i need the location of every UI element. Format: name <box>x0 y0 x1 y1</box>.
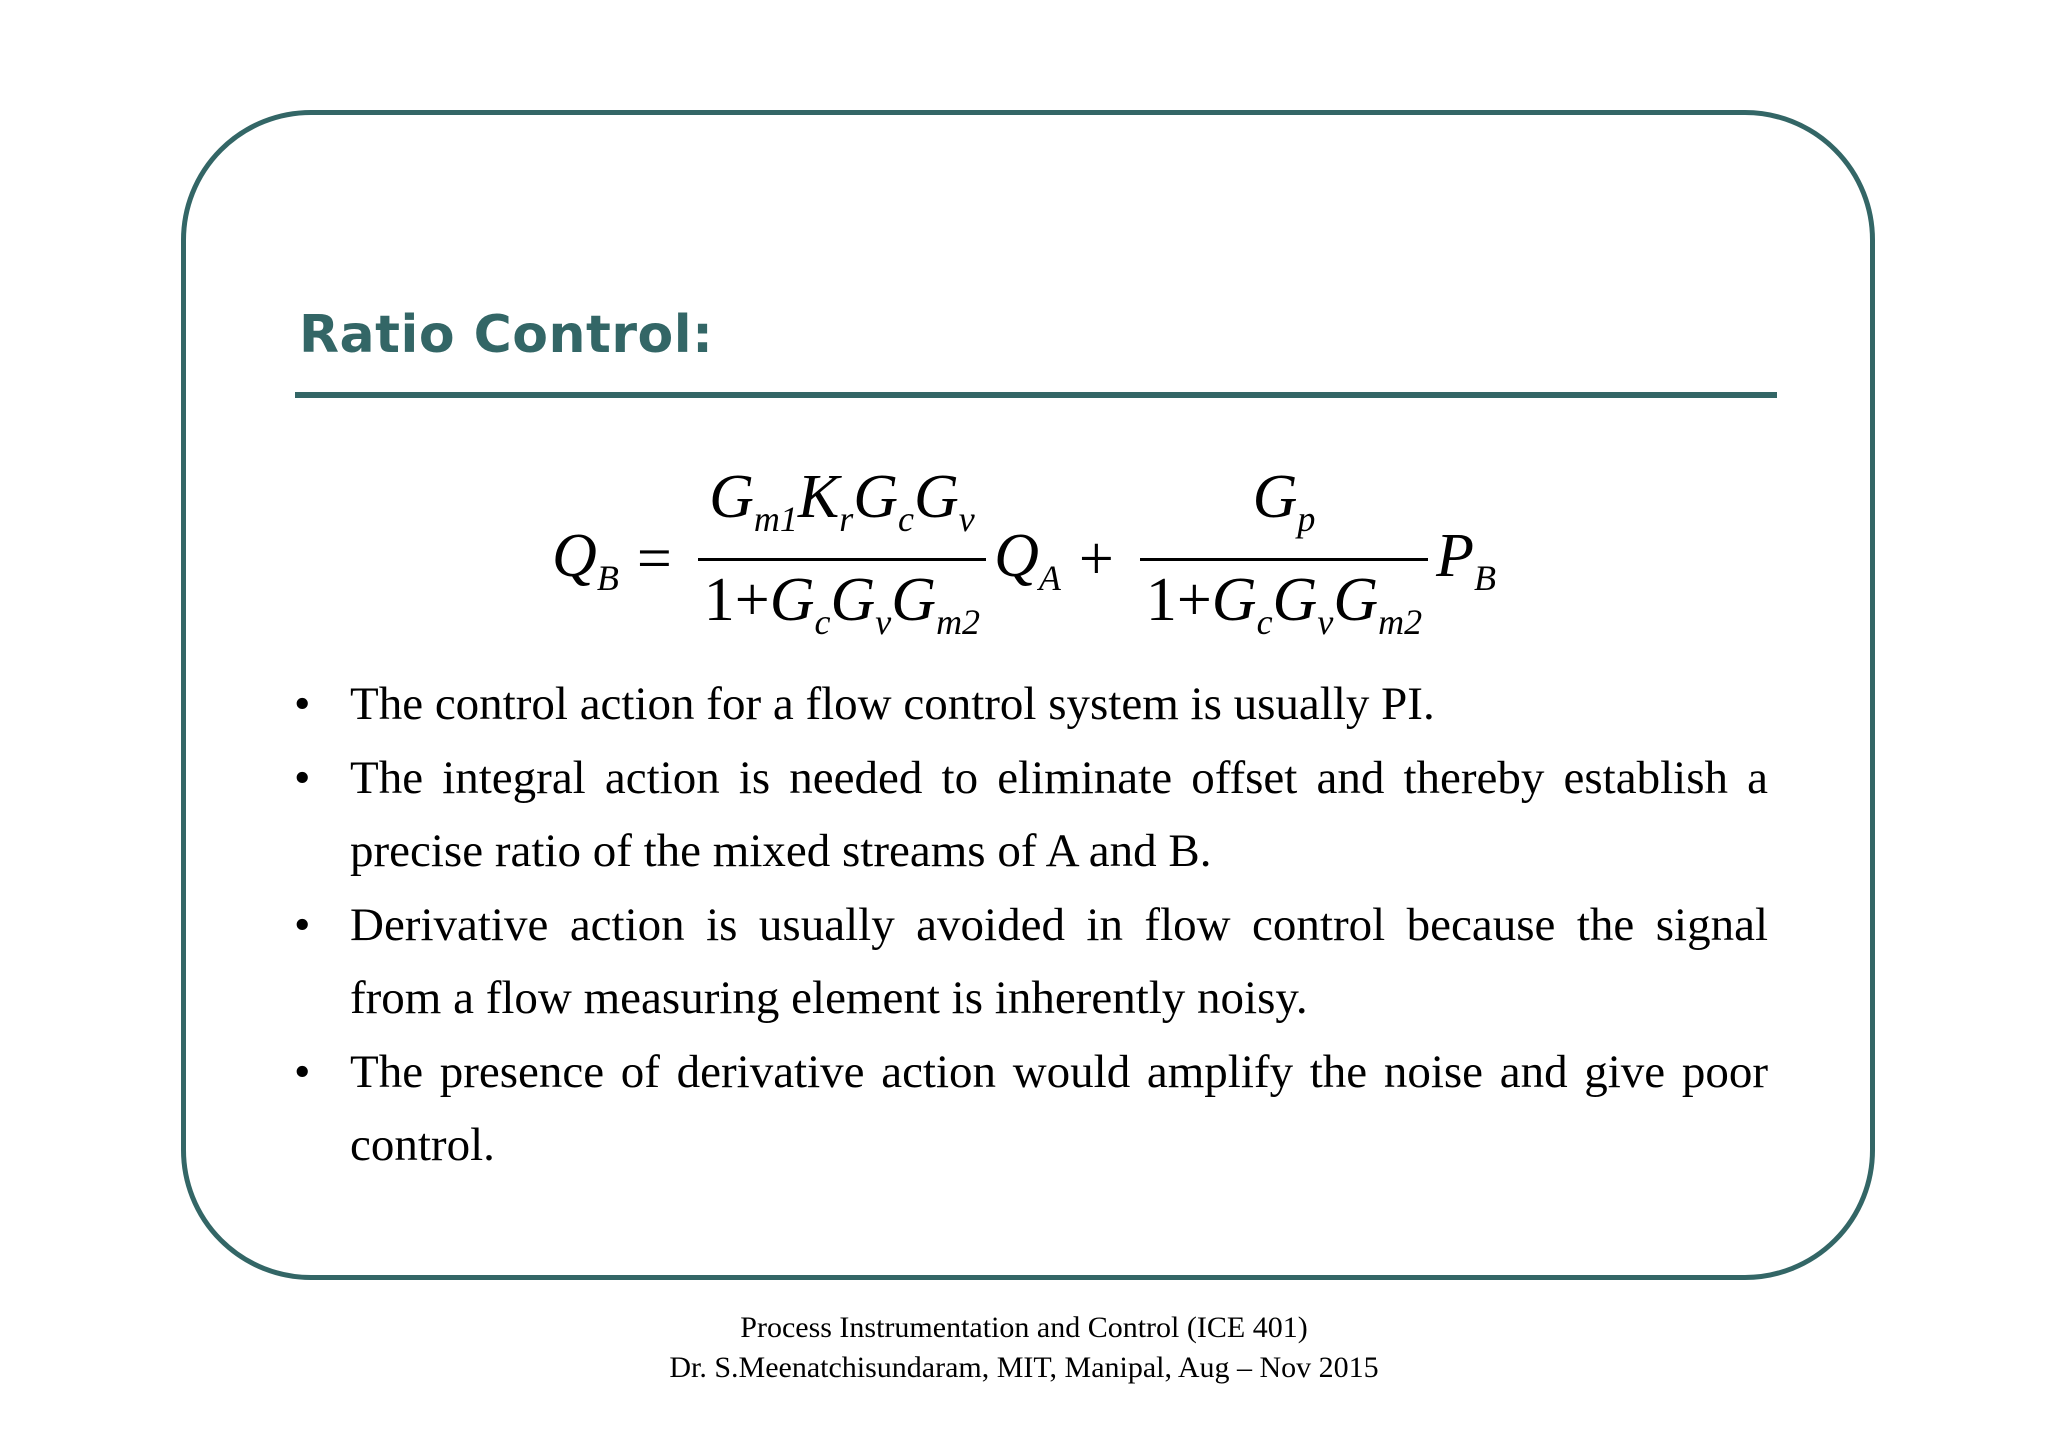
eq-end: $P_B$ <box>1436 521 1496 598</box>
slide-footer <box>0 1308 2048 1388</box>
bullet-item: • The control action for a flow control system is usually PI. <box>294 668 1768 742</box>
eq-fraction-2-numerator <box>1143 462 1426 558</box>
eq-term: $G_v$ <box>1272 566 1334 642</box>
eq-term: $G_{m2}$ <box>891 566 981 642</box>
ratio-equation <box>0 462 2048 657</box>
eq-term: $G_p$ <box>1252 463 1316 539</box>
eq-fraction-1 <box>698 462 986 657</box>
bullet-item: • The presence of derivative action would amplify the noise and give poor control. <box>294 1036 1768 1183</box>
eq-mid: $Q_A$ <box>994 521 1061 598</box>
bullet-icon: • <box>294 751 311 804</box>
eq-term: $G_v$ <box>830 566 892 642</box>
footer-course: Process Instrumentation and Control (ICE 401) <box>740 1311 1308 1344</box>
bullet-item: • Derivative action is usually avoided in flow control because the signal from a flow measuring element is inherently noisy. <box>294 889 1768 1036</box>
eq-fraction-2 <box>1140 462 1428 657</box>
eq-fraction-1-numerator <box>703 462 981 558</box>
eq-fraction-1-denominator: $1+G_cG_vG_{m2}$ <box>703 566 981 642</box>
eq-lhs: $Q_B$ <box>552 521 619 598</box>
eq-term: $G_c$ <box>1211 566 1273 642</box>
eq-term: $K_r$ <box>797 463 854 539</box>
eq-plus: + <box>1078 525 1114 593</box>
footer-author: Dr. S.Meenatchisundaram, MIT, Manipal, Aug – Nov 2015 <box>669 1351 1379 1384</box>
slide-title: Ratio Control: <box>299 305 714 365</box>
bullet-icon: • <box>294 678 311 730</box>
bullet-icon: • <box>294 898 311 951</box>
eq-term: $G_c$ <box>853 463 914 539</box>
title-underline <box>295 392 1777 398</box>
eq-fraction-2-denominator: $1+G_cG_vG_{m2}$ <box>1145 566 1423 642</box>
bullet-icon: • <box>294 1045 311 1098</box>
eq-equals: = <box>636 525 672 593</box>
bullet-item: • The integral action is needed to eliminate offset and thereby establish a precise ratio of the mixed streams of A and B. <box>294 742 1768 889</box>
eq-term: $G_v$ <box>914 463 975 539</box>
bullet-list <box>294 668 1768 1183</box>
eq-term: $G_{m2}$ <box>1333 566 1423 642</box>
eq-term: $G_c$ <box>769 566 831 642</box>
eq-term: $G_{m1}$ <box>709 463 798 539</box>
